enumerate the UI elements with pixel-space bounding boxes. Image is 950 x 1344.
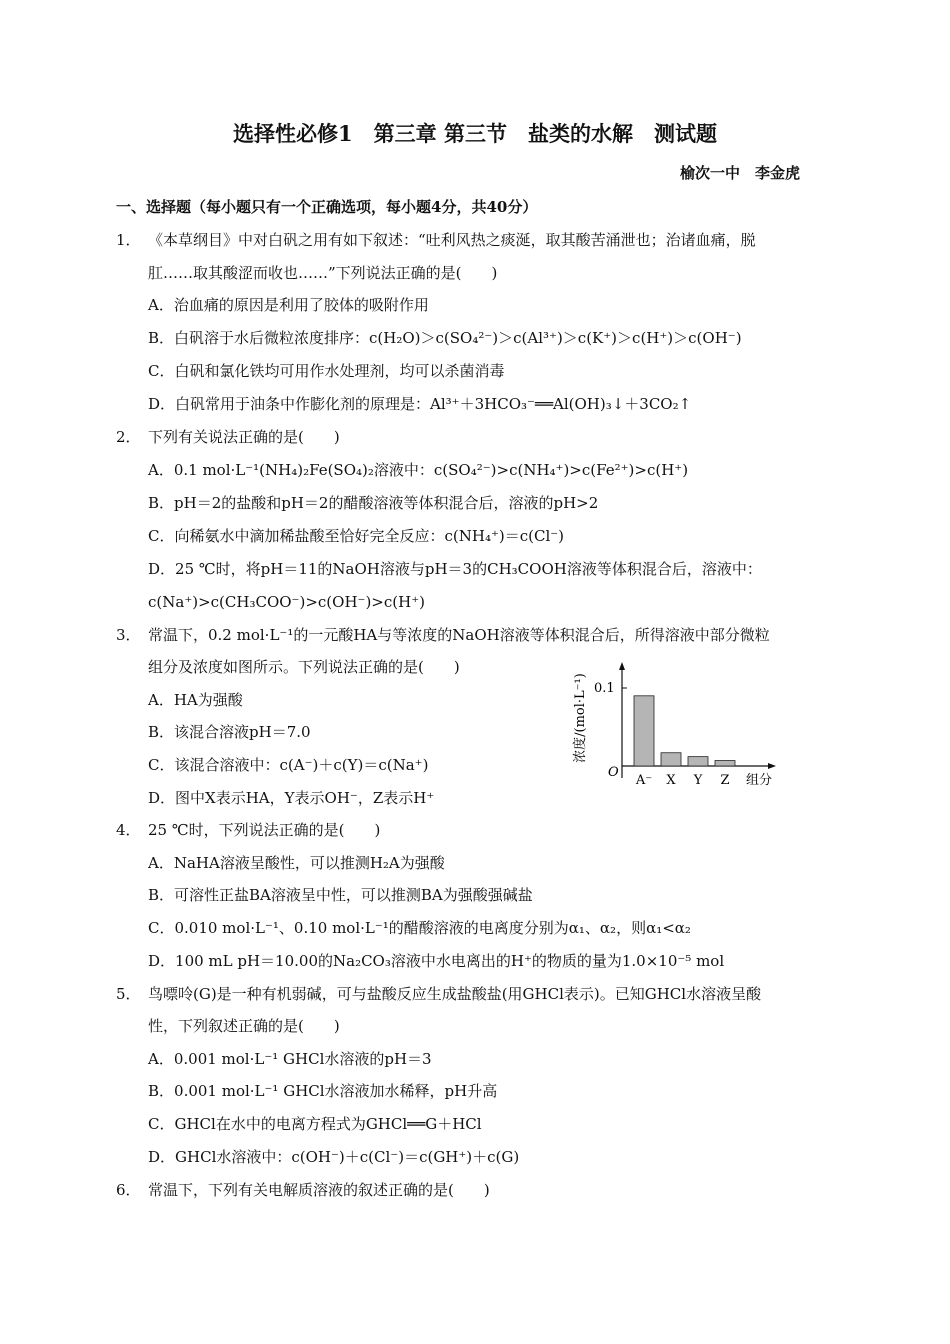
page-title: 选择性必修1 第三章 第三节 盐类的水解 测试题 <box>233 121 717 146</box>
concentration-bar-chart <box>570 660 790 795</box>
option-b: B．该混合溶液pH＝7.0 <box>148 723 311 741</box>
option-a: A．治血痛的原因是利用了胶体的吸附作用 <box>148 296 429 314</box>
question-stem: 组分及浓度如图所示。下列说法正确的是( ) <box>148 658 460 676</box>
option-c: C．GHCl在水中的电离方程式为GHCl══G＋HCl <box>148 1115 482 1133</box>
option-d: D．GHCl水溶液中：c(OH⁻)＋c(Cl⁻)＝c(GH⁺)＋c(G) <box>148 1148 520 1166</box>
section-heading: 一、选择题（每小题只有一个正确选项，每小题4分，共40分） <box>116 198 538 216</box>
option-a: A．NaHA溶液呈酸性，可以推测H₂A为强酸 <box>148 854 445 872</box>
option-d: D．100 mL pH＝10.00的Na₂CO₃溶液中水电离出的H⁺的物质的量为1.0×10⁻⁵ mol <box>148 952 725 970</box>
x-tick-label: Z <box>720 773 730 788</box>
option-a: A．0.1 mol·L⁻¹(NH₄)₂Fe(SO₄)₂溶液中：c(SO₄²⁻)>c(NH₄⁺)>c(Fe²⁺)>c(H⁺) <box>148 461 689 479</box>
x-tick-label: Y <box>693 773 703 788</box>
question-stem: 《本草纲目》中对白矾之用有如下叙述：“吐利风热之痰涎，取其酸苦涌泄也；治诸血痛，脱 <box>148 231 756 249</box>
question-stem: 常温下，下列有关电解质溶液的叙述正确的是( ) <box>148 1181 490 1199</box>
question-stem: 性，下列叙述正确的是( ) <box>148 1017 340 1035</box>
option-b: B．可溶性正盐BA溶液呈中性，可以推测BA为强酸强碱盐 <box>148 886 533 904</box>
origin-label: O <box>608 765 619 780</box>
option-d: D．图中X表示HA，Y表示OH⁻，Z表示H⁺ <box>148 789 435 807</box>
option-d: D．25 ℃时，将pH＝11的NaOH溶液与pH＝3的CH₃COOH溶液等体积混合后，溶液中： <box>148 560 762 578</box>
question-number: 5． <box>116 985 141 1003</box>
question-stem: 肛……取其酸涩而收也……”下列说法正确的是( ) <box>148 264 498 282</box>
question-stem: 鸟嘌呤(G)是一种有机弱碱，可与盐酸反应生成盐酸盐(用GHCl表示)。已知GHCl水溶液呈酸 <box>148 985 762 1003</box>
y-axis-arrow <box>619 662 625 670</box>
question-number: 4． <box>116 821 141 839</box>
option-c: C．0.010 mol·L⁻¹、0.10 mol·L⁻¹的醋酸溶液的电离度分别为α₁、α₂，则α₁<α₂ <box>148 919 691 937</box>
question-number: 1． <box>116 231 141 249</box>
bar-1 <box>661 753 681 766</box>
option-a: A．HA为强酸 <box>148 691 243 709</box>
option-b: B．白矾溶于水后微粒浓度排序：c(H₂O)＞c(SO₄²⁻)＞c(Al³⁺)＞c(K⁺)＞c(H⁺)＞c(OH⁻) <box>148 329 742 347</box>
bar-0 <box>634 696 654 766</box>
option-c: C．该混合溶液中：c(A⁻)＋c(Y)＝c(Na⁺) <box>148 756 429 774</box>
x-tick-label: X <box>666 773 676 788</box>
option-d-continued: c(Na⁺)>c(CH₃COO⁻)>c(OH⁻)>c(H⁺) <box>148 593 425 611</box>
author: 榆次一中 李金虎 <box>679 164 800 182</box>
x-axis-label: 组分 <box>746 773 773 788</box>
bar-3 <box>715 761 735 766</box>
y-tick-label: 0.1 <box>594 681 615 696</box>
x-tick-label: A⁻ <box>635 773 653 788</box>
question-number: 2． <box>116 428 141 446</box>
x-axis-arrow <box>768 763 776 769</box>
option-c: C．向稀氨水中滴加稀盐酸至恰好完全反应：c(NH₄⁺)＝c(Cl⁻) <box>148 527 565 545</box>
option-a: A．0.001 mol·L⁻¹ GHCl水溶液的pH＝3 <box>148 1050 432 1068</box>
bar-2 <box>688 757 708 766</box>
option-d: D．白矾常用于油条中作膨化剂的原理是：Al³⁺＋3HCO₃⁻══Al(OH)₃↓＋3CO₂↑ <box>148 395 692 413</box>
option-b: B．0.001 mol·L⁻¹ GHCl水溶液加水稀释，pH升高 <box>148 1082 498 1100</box>
question-stem: 常温下，0.2 mol·L⁻¹的一元酸HA与等浓度的NaOH溶液等体积混合后，所得溶液中部分微粒 <box>148 626 770 644</box>
question-number: 6． <box>116 1181 141 1199</box>
y-axis-label: 浓度/(mol·L⁻¹) <box>573 673 588 763</box>
option-c: C．白矾和氯化铁均可用作水处理剂，均可以杀菌消毒 <box>148 362 505 380</box>
option-b: B．pH＝2的盐酸和pH＝2的醋酸溶液等体积混合后，溶液的pH>2 <box>148 494 599 512</box>
question-stem: 下列有关说法正确的是( ) <box>148 428 340 446</box>
question-number: 3． <box>116 626 141 644</box>
question-stem: 25 ℃时，下列说法正确的是( ) <box>148 821 381 839</box>
